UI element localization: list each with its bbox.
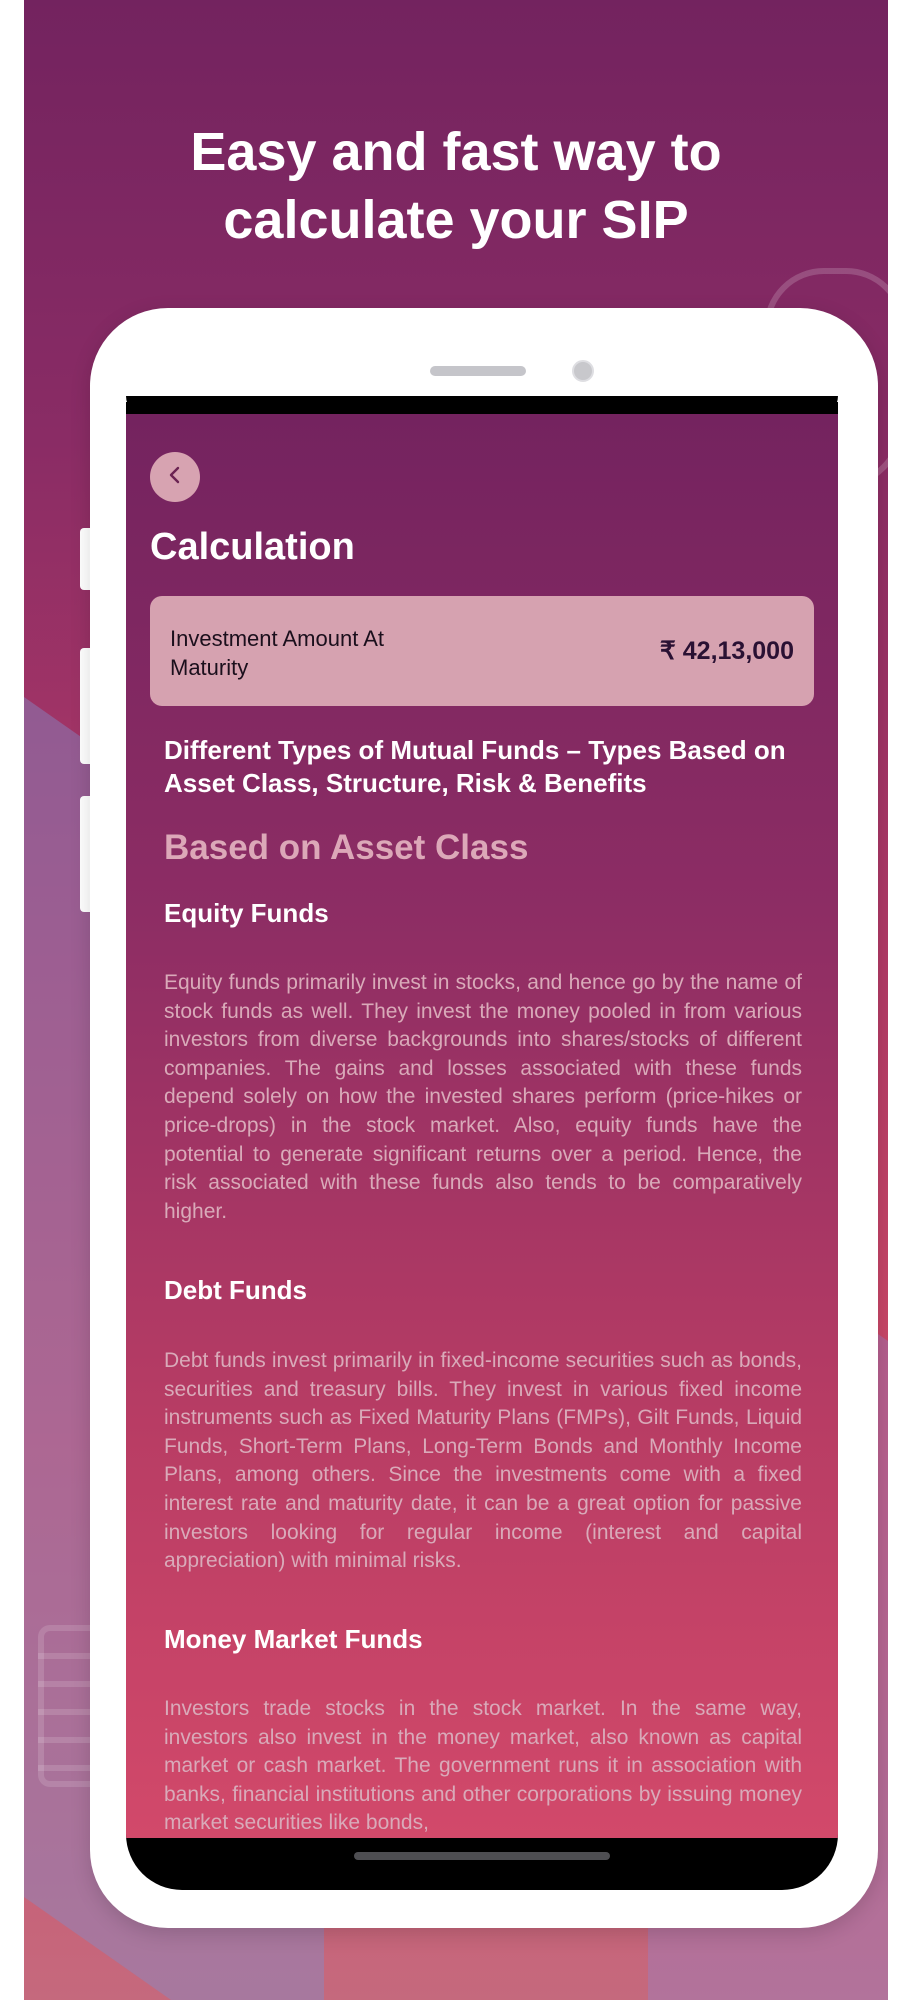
phone-screen [126,402,838,1890]
promo-headline [24,118,888,254]
equity-funds-text: Equity funds primarily invest in stocks, and hence go by the name of stock funds as well. They invest the money pooled in from various investors from diverse backgrounds into shares/stocks of different companies. The gains and losses associated with these funds depend solely on how the invested shares perform (price-hikes or price-drops) in the stock market. Also, equity funds have the potential to generate significant returns over a period. Hence, the risk associated with these funds also tends to be comparatively higher. [164,971,802,1223]
maturity-amount-label: Investment Amount At Maturity [170,626,385,680]
money-market-funds-heading: Money Market Funds [164,1624,423,1654]
money-market-funds-text: Investors trade stocks in the stock market. In the same way, investors also invest in the money market, also known as capital market or cash market. The government runs it in association with banks, financial institutions and other corporations by issuing money market securities like bonds, [164,1697,802,1835]
maturity-amount-card [150,596,814,706]
calculation-screen [126,414,838,1838]
home-indicator[interactable] [354,1852,610,1860]
phone-speaker [430,366,526,376]
promo-headline-line2: calculate your SIP [223,190,689,250]
phone-camera [572,360,594,382]
chevron-left-icon [165,465,185,490]
page-title: Calculation [150,526,355,568]
equity-funds-heading: Equity Funds [164,898,329,928]
promo-headline-line1: Easy and fast way to [190,122,722,182]
section-title: Based on Asset Class [164,828,529,867]
promo-background [24,0,888,2000]
maturity-amount-value: ₹ 42,13,000 [659,637,794,665]
article-title: Different Types of Mutual Funds – Types Based on Asset Class, Structure, Risk & Benefits [164,735,786,798]
debt-funds-text: Debt funds invest primarily in fixed-income securities such as bonds, securities and treasury bills. They invest in various fixed income instruments such as Fixed Maturity Plans (FMPs), Gilt Funds, Liquid Funds, Short-Term Plans, Long-Term Bonds and Monthly Income Plans, among others. Since the investments come with a fixed interest rate and maturity date, it can be a great option for passive investors looking for regular income (interest and capital appreciation) with minimal risks. [164,1349,802,1573]
back-button[interactable] [150,452,200,502]
debt-funds-heading: Debt Funds [164,1275,307,1305]
